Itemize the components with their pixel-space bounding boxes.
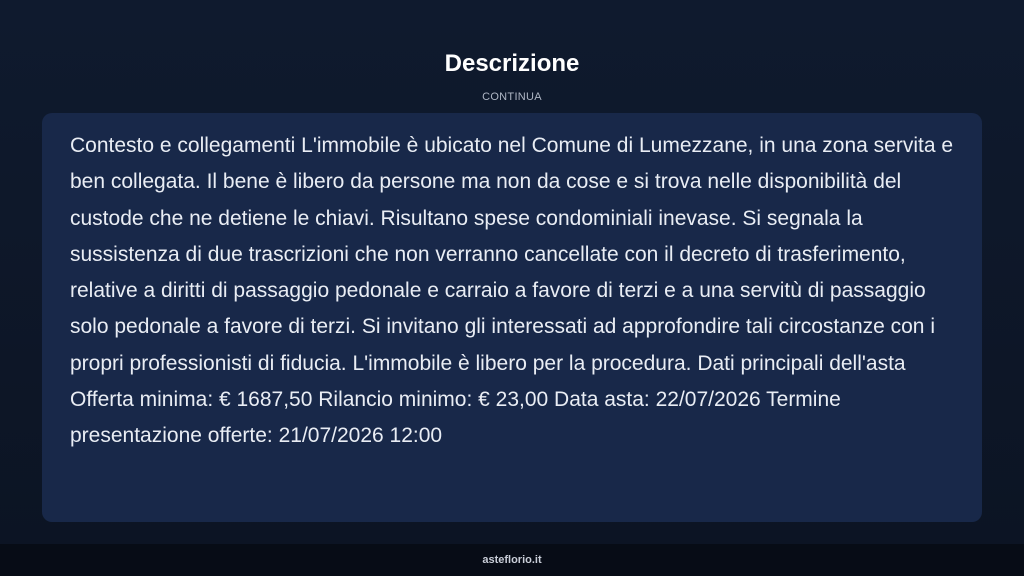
footer-bar [0, 544, 1024, 576]
description-card [42, 113, 982, 522]
page-subtitle: CONTINUA [482, 91, 542, 103]
footer-site-name: asteflorio.it [482, 554, 542, 566]
page-title: Descrizione [444, 50, 580, 77]
description-text: Contesto e collegamenti L'immobile è ubicato nel Comune di Lumezzane, in una zona servita e ben collegata. Il bene è libero da persone ma non da cose e si trova nelle disponibilità del custode che ne detiene le chiavi. Risultano spese condominiali inevase. Si segnala la sussistenza di due trascrizioni che non verranno cancellate con il decreto di trasferimento, relative a diritti di passaggio pedonale e carraio a favore di terzi e a una servitù di passaggio solo pedonale a favore di terzi. Si invitano gli interessati ad approfondire tali circostanze con i propri professionisti di fiducia. L'immobile è libero per la procedura. Dati principali dell'asta Offerta minima: € 1687,50 Rilancio minimo: € 23,00 Data asta: 22/07/2026 Termine presentazione offerte: 21/07/2026 12:00 [70, 134, 954, 448]
